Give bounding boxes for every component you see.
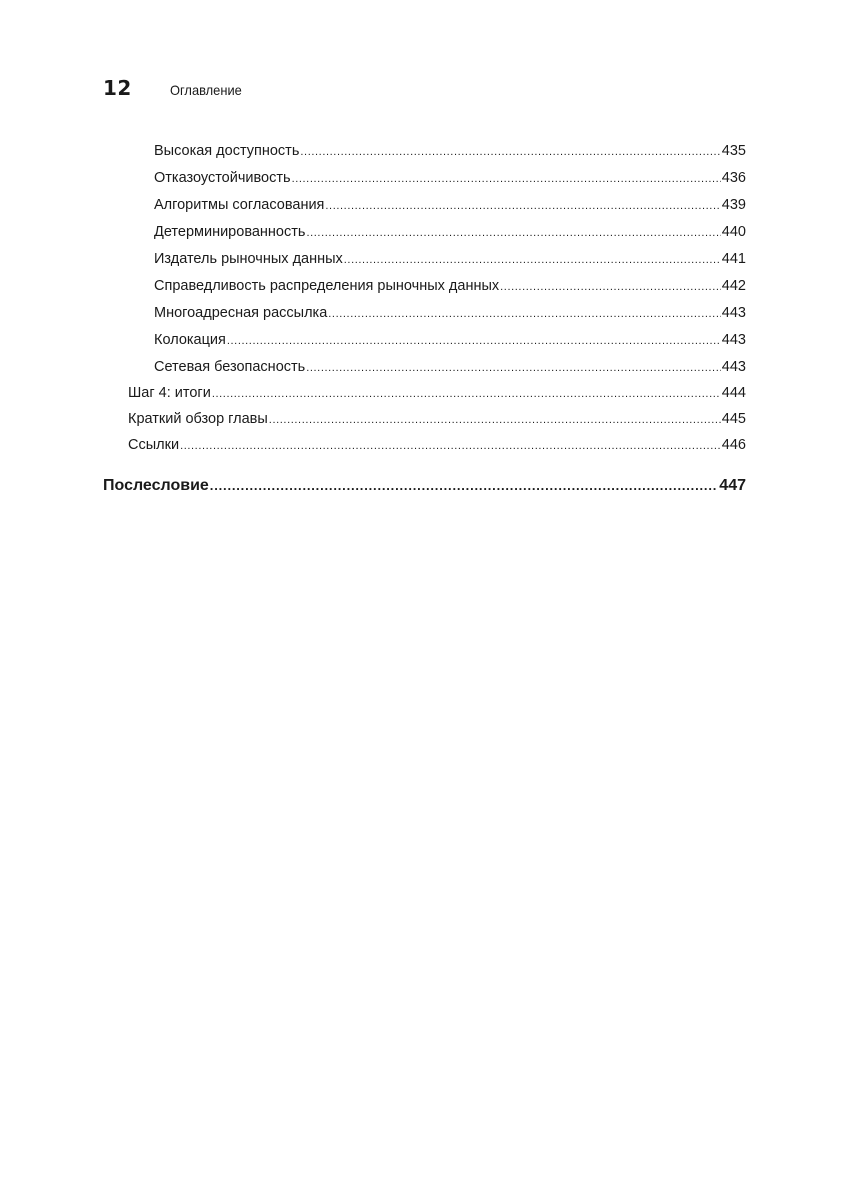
toc-entry[interactable] bbox=[154, 224, 746, 240]
dot-leader bbox=[180, 440, 721, 452]
dot-leader bbox=[325, 200, 720, 212]
page-number: 12 bbox=[103, 76, 132, 100]
toc-entry-page: 445 bbox=[721, 411, 746, 427]
dot-leader bbox=[212, 388, 721, 400]
dot-leader bbox=[306, 362, 721, 374]
toc-entry[interactable] bbox=[154, 305, 746, 321]
toc-entry[interactable] bbox=[128, 411, 746, 427]
toc-entry-page: 443 bbox=[721, 305, 746, 321]
toc-entry-title: Отказоустойчивость bbox=[154, 170, 291, 186]
toc-entry-page: 440 bbox=[721, 224, 746, 240]
dot-leader bbox=[300, 146, 720, 158]
toc-entry-page: 435 bbox=[721, 143, 746, 159]
toc-entry-page: 443 bbox=[721, 332, 746, 348]
dot-leader bbox=[328, 308, 721, 320]
toc-entry-page: 444 bbox=[721, 385, 746, 401]
toc-entry-title: Издатель рыночных данных bbox=[154, 251, 343, 267]
toc-entry[interactable] bbox=[154, 278, 746, 294]
toc-entry[interactable] bbox=[154, 197, 746, 213]
toc-entry[interactable] bbox=[154, 143, 746, 159]
dot-leader bbox=[292, 173, 721, 185]
toc-entry-page: 447 bbox=[719, 477, 746, 494]
page-header bbox=[103, 76, 248, 100]
toc-entry-page: 441 bbox=[721, 251, 746, 267]
toc-entry-page: 442 bbox=[721, 278, 746, 294]
toc-entry-title: Многоадресная рассылка bbox=[154, 305, 328, 321]
toc-entry-page: 446 bbox=[721, 437, 746, 453]
toc-entry[interactable] bbox=[128, 385, 746, 401]
toc-entry-page: 439 bbox=[721, 197, 746, 213]
dot-leader bbox=[306, 227, 720, 239]
dot-leader bbox=[500, 281, 721, 293]
toc-entry-title: Справедливость распределения рыночных данных bbox=[154, 278, 500, 294]
toc-entry-title: Детерминированность bbox=[154, 224, 306, 240]
toc-entry-title: Шаг 4: итоги bbox=[128, 385, 211, 401]
toc-entry-title: Послесловие bbox=[103, 477, 209, 494]
toc-entry-title: Колокация bbox=[154, 332, 226, 348]
running-title: Оглавление bbox=[169, 82, 242, 98]
toc-entry[interactable] bbox=[154, 170, 746, 186]
toc-entry[interactable] bbox=[154, 251, 746, 267]
toc-entry-page: 443 bbox=[721, 359, 746, 375]
toc-entry-title: Сетевая безопасность bbox=[154, 359, 306, 375]
toc-entry[interactable] bbox=[154, 332, 746, 348]
toc-entry[interactable] bbox=[154, 359, 746, 375]
toc-entry-title: Алгоритмы согласования bbox=[154, 197, 325, 213]
toc-entry-page: 436 bbox=[721, 170, 746, 186]
toc-entry-chapter[interactable] bbox=[103, 477, 746, 495]
toc-entry-title: Ссылки bbox=[128, 437, 180, 453]
toc-entry-title: Высокая доступность bbox=[154, 143, 300, 159]
dot-leader bbox=[227, 335, 721, 347]
dot-leader bbox=[269, 414, 721, 426]
dot-leader bbox=[344, 254, 721, 266]
toc-entry[interactable] bbox=[128, 437, 746, 453]
toc-entry-title: Краткий обзор главы bbox=[128, 411, 268, 427]
dot-leader bbox=[210, 478, 719, 493]
